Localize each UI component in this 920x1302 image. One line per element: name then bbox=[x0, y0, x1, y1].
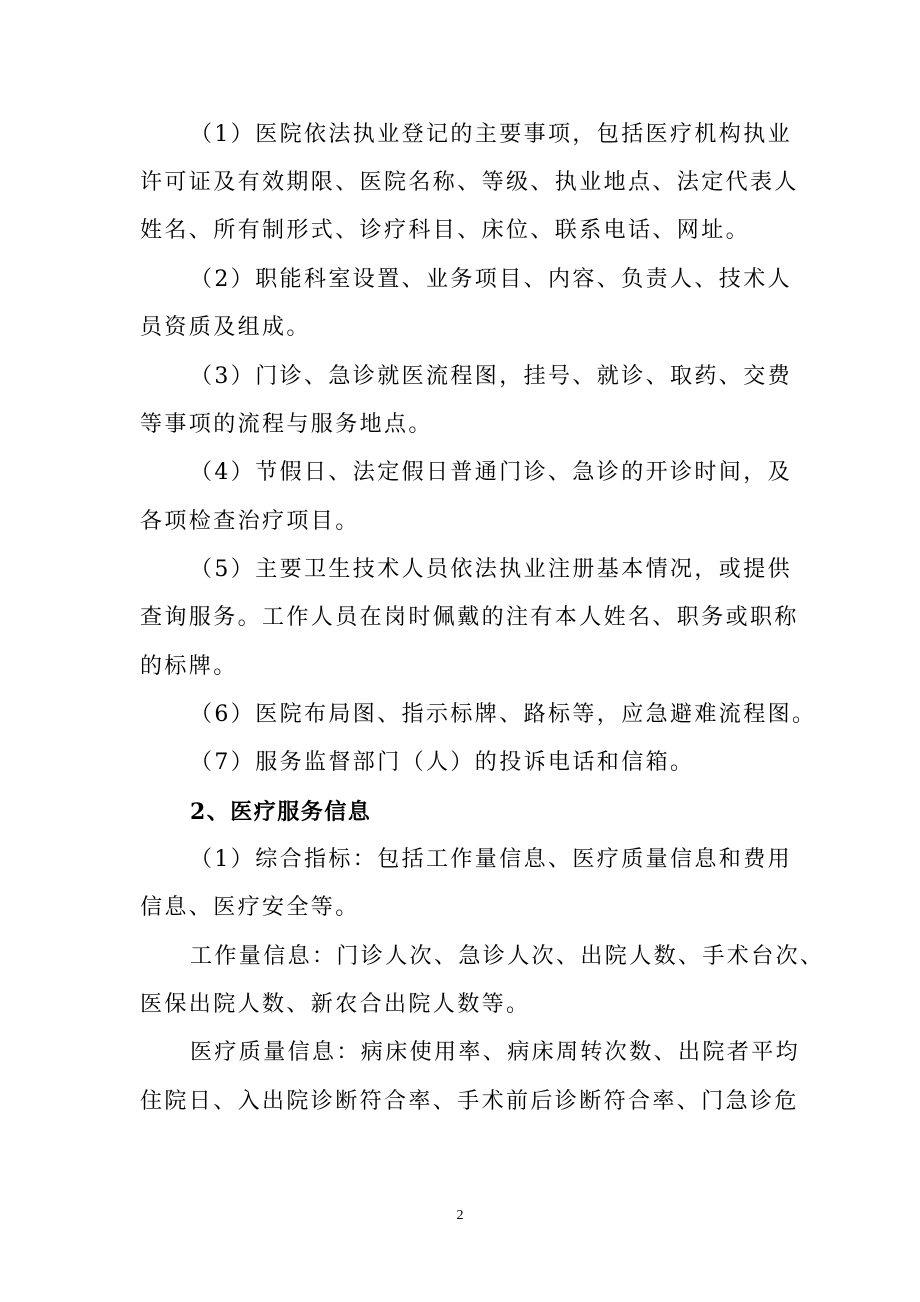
text-line-10: （5）主要卫生技术人员依法执业注册基本情况，或提供 bbox=[190, 557, 792, 582]
text-line-12: 的标牌。 bbox=[140, 654, 238, 679]
text-line-6: （3）门诊、急诊就医流程图，挂号、就诊、取药、交费 bbox=[190, 364, 792, 389]
section-heading: 2、医疗服务信息 bbox=[190, 799, 372, 825]
text-line-13: （6）医院布局图、指示标牌、路标等，应急避难流程图。 bbox=[190, 702, 817, 727]
text-line-8: （4）节假日、法定假日普通门诊、急诊的开诊时间，及 bbox=[190, 460, 792, 485]
text-line-16: （1）综合指标：包括工作量信息、医疗质量信息和费用 bbox=[190, 847, 792, 872]
text-line-1: （1）医院依法执业登记的主要事项，包括医疗机构执业 bbox=[190, 122, 792, 147]
text-line-19: 医保出院人数、新农合出院人数等。 bbox=[140, 992, 531, 1017]
text-line-18: 工作量信息：门诊人次、急诊人次、出院人数、手术台次、 bbox=[190, 944, 825, 969]
text-line-3: 姓名、所有制形式、诊疗科目、床位、联系电话、网址。 bbox=[140, 218, 751, 243]
page-number: 2 bbox=[456, 1208, 464, 1223]
text-line-21: 住院日、入出院诊断符合率、手术前后诊断符合率、门急诊危 bbox=[140, 1089, 799, 1114]
text-line-5: 员资质及组成。 bbox=[140, 315, 311, 340]
text-line-20: 医疗质量信息：病床使用率、病床周转次数、出院者平均 bbox=[190, 1040, 801, 1065]
text-line-4: （2）职能科室设置、业务项目、内容、负责人、技术人 bbox=[190, 267, 792, 292]
text-line-9: 各项检查治疗项目。 bbox=[140, 509, 360, 534]
text-line-2: 许可证及有效期限、医院名称、等级、执业地点、法定代表人 bbox=[140, 170, 799, 195]
text-line-11: 查询服务。工作人员在岗时佩戴的注有本人姓名、职务或职称 bbox=[140, 605, 799, 630]
text-line-17: 信息、医疗安全等。 bbox=[140, 895, 360, 920]
text-line-7: 等事项的流程与服务地点。 bbox=[140, 412, 433, 437]
text-line-14: （7）服务监督部门（人）的投诉电话和信箱。 bbox=[190, 750, 695, 775]
